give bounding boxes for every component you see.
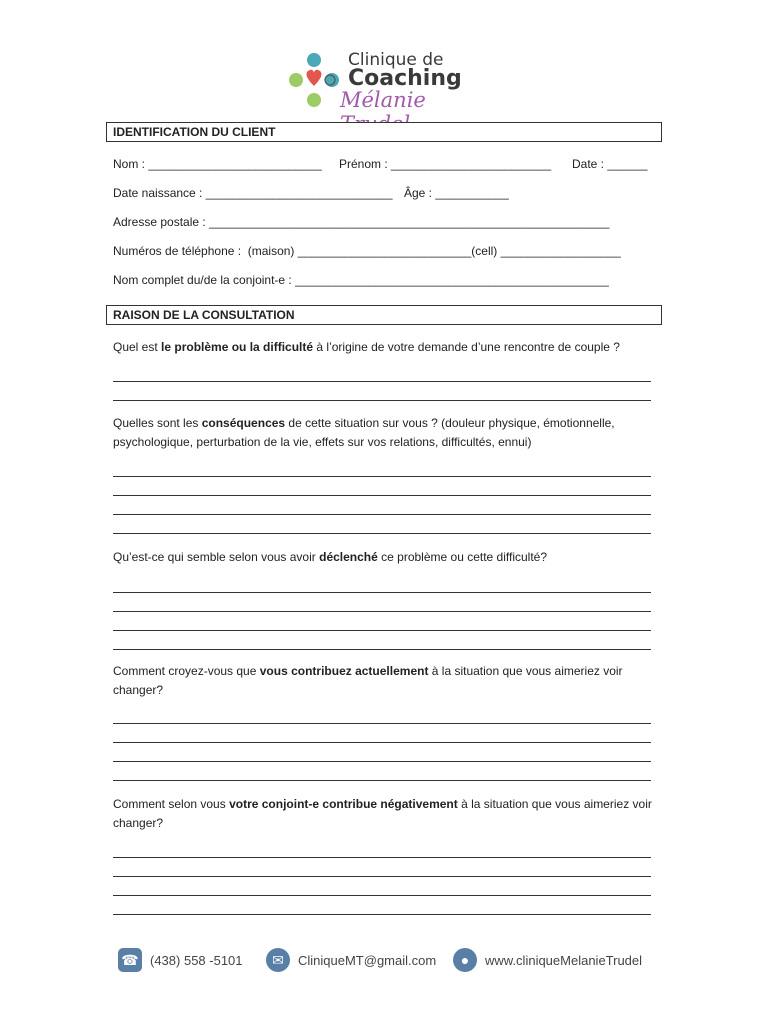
answer-line[interactable] <box>113 761 651 762</box>
telephone-field[interactable]: Numéros de téléphone : (maison) __________________________(cell) __________________ <box>113 244 621 258</box>
answer-line[interactable] <box>113 533 651 534</box>
answer-line[interactable] <box>113 400 651 401</box>
answer-line[interactable] <box>113 514 651 515</box>
answer-line[interactable] <box>113 914 651 915</box>
answer-line[interactable] <box>113 592 651 593</box>
age-field[interactable]: Âge : ___________ <box>404 186 509 200</box>
answer-line[interactable] <box>113 876 651 877</box>
section-identification-header: IDENTIFICATION DU CLIENT <box>106 122 662 142</box>
question-4: Comment croyez-vous que vous contribuez actuellement à la situation que vous aimeriez voir changer? <box>113 664 623 697</box>
answer-line[interactable] <box>113 381 651 382</box>
date-naissance-field[interactable]: Date naissance : ____________________________ <box>113 186 393 200</box>
footer-website <box>453 945 642 975</box>
footer-phone <box>118 945 243 975</box>
phone-icon: ☎ <box>118 948 142 972</box>
website-text: www.cliniqueMelanieTrudel <box>485 952 643 968</box>
answer-line[interactable] <box>113 780 651 781</box>
logo-line3: Mélanie <box>340 88 426 112</box>
question-3: Qu’est-ce qui semble selon vous avoir déclenché ce problème ou cette difficulté? <box>113 550 548 564</box>
phone-text: (438) 558 -5101 <box>150 952 243 968</box>
nom-field[interactable]: Nom : __________________________ <box>113 157 322 171</box>
question-2: Quelles sont les conséquences de cette situation sur vous ? (douleur physique, émotionnelle, psychologique, perturbation de la vie, effets sur vos relations, difficultés, ennui) <box>113 416 615 449</box>
question-5: Comment selon vous votre conjoint-e contribue négativement à la situation que vous aimeriez voir changer? <box>113 797 652 830</box>
section-consultation-header: RAISON DE LA CONSULTATION <box>106 305 662 325</box>
answer-line[interactable] <box>113 723 651 724</box>
answer-line[interactable] <box>113 611 651 612</box>
envelope-icon: ✉ <box>266 948 290 972</box>
globe-icon: ● <box>453 948 477 972</box>
answer-line[interactable] <box>113 630 651 631</box>
prenom-field[interactable]: Prénom : ________________________ <box>339 157 552 171</box>
answer-line[interactable] <box>113 857 651 858</box>
answer-line[interactable] <box>113 495 651 496</box>
logo-emblem-icon <box>286 50 342 116</box>
answer-line[interactable] <box>113 476 651 477</box>
footer-email <box>266 945 436 975</box>
question-1: Quel est le problème ou la difficulté à l’origine de votre demande d’une rencontre de couple ? <box>113 340 620 354</box>
date-field[interactable]: Date : ______ <box>572 157 648 171</box>
logo-line1: Clinique de <box>348 50 444 70</box>
email-text: CliniqueMT@gmail.com <box>298 952 437 968</box>
answer-line[interactable] <box>113 649 651 650</box>
logo-line2: Coaching <box>348 66 462 91</box>
answer-line[interactable] <box>113 742 651 743</box>
conjoint-field[interactable]: Nom complet du/de la conjoint-e : _______________________________________________ <box>113 273 609 287</box>
adresse-field[interactable]: Adresse postale : ____________________________________________________________ <box>113 215 610 229</box>
answer-line[interactable] <box>113 895 651 896</box>
clinic-logo <box>286 48 486 118</box>
